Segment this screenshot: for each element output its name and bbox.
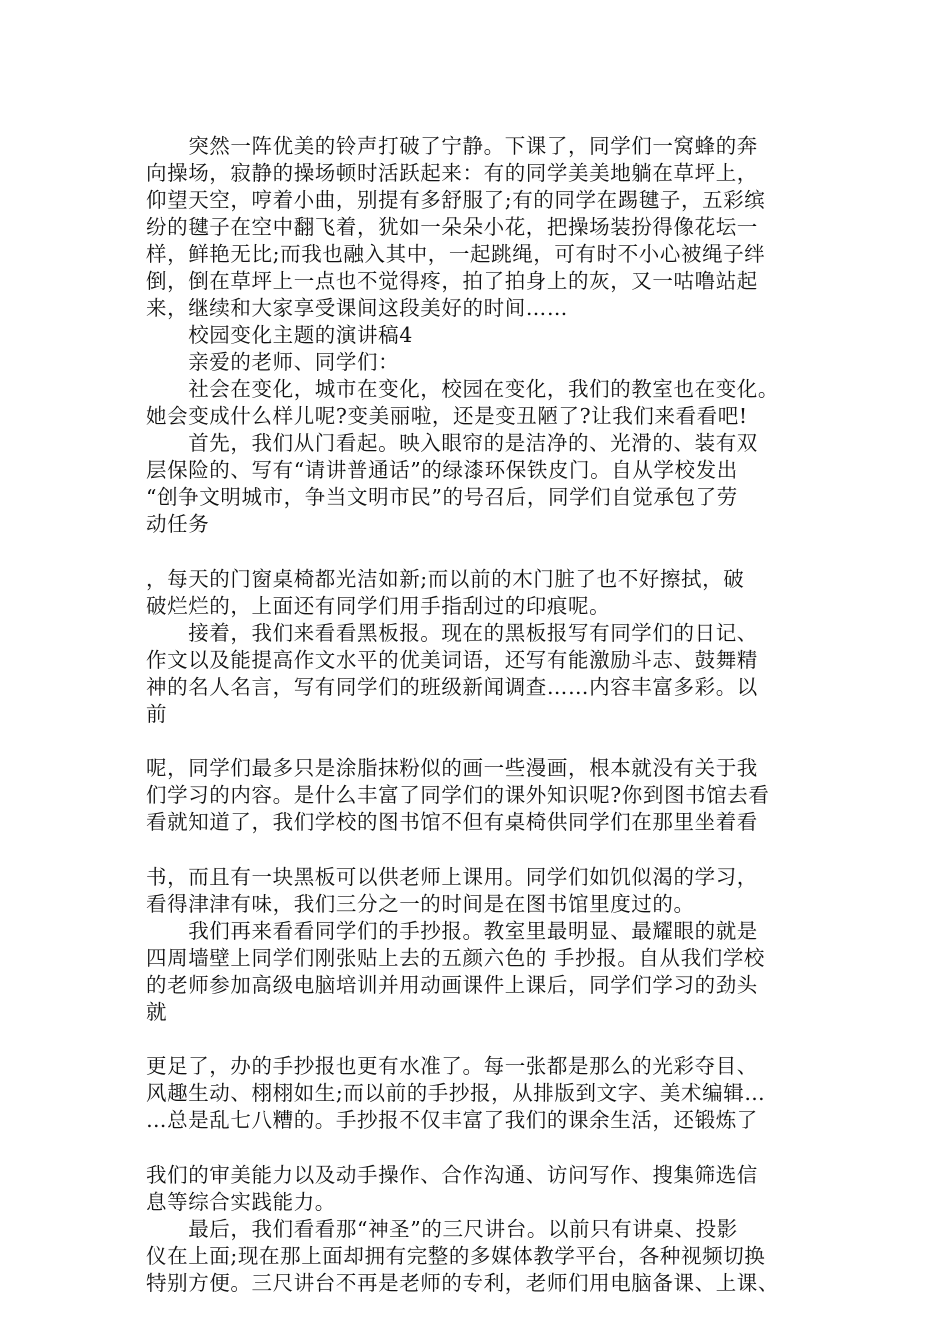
- text-line: ，每天的门窗桌椅都光洁如新;而以前的木门脏了也不好擦拭，破: [146, 567, 745, 591]
- text-line: 息等综合实践能力。: [146, 1190, 336, 1214]
- text-line: 突然一阵优美的铃声打破了宁静。下课了，同学们一窝蜂的奔: [146, 134, 758, 158]
- text-line: 接着，我们来看看黑板报。现在的黑板报写有同学们的日记、: [146, 621, 758, 645]
- text-line: 作文以及能提高作文水平的优美词语，还写有能激励斗志、鼓舞精: [146, 648, 758, 672]
- text-line: 看就知道了，我们学校的图书馆不但有桌椅供同学们在那里坐着看: [146, 810, 758, 834]
- text-line: 向操场，寂静的操场顿时活跃起来：有的同学美美地躺在草坪上，: [146, 161, 758, 185]
- text-line: 风趣生动、栩栩如生;而以前的手抄报，从排版到文字、美术编辑…: [146, 1081, 766, 1105]
- section-heading: 校园变化主题的演讲稿4: [146, 323, 413, 347]
- text-line: 书，而且有一块黑板可以供老师上课用。同学们如饥似渴的学习，: [146, 865, 758, 889]
- text-line: 仪在上面;现在那上面却拥有完整的多媒体教学平台，各种视频切换: [146, 1244, 766, 1268]
- text-line: 首先，我们从门看起。映入眼帘的是洁净的、光滑的、装有双: [146, 431, 758, 455]
- text-line: 仰望天空，哼着小曲，别提有多舒服了;有的同学在踢毽子，五彩缤: [146, 188, 766, 212]
- text-line: 就: [146, 1000, 168, 1024]
- text-line: 纷的毽子在空中翻飞着，犹如一朵朵小花，把操场装扮得像花坛一: [146, 215, 758, 239]
- text-line: 的老师参加高级电脑培训并用动画课件上课后，同学们学习的劲头: [146, 973, 758, 997]
- text-line: …总是乱七八糟的。手抄报不仅丰富了我们的课余生活，还锻炼了: [146, 1108, 758, 1132]
- text-line: 更足了，办的手抄报也更有水准了。每一张都是那么的光彩夺目、: [146, 1054, 758, 1078]
- text-line: 来，继续和大家享受课间这段美好的时间……: [146, 296, 568, 320]
- salutation: 亲爱的老师、同学们：: [146, 350, 400, 374]
- text-line: 倒，倒在草坪上一点也不觉得疼，拍了拍身上的灰，又一咕噜站起: [146, 269, 758, 293]
- text-line: 她会变成什么样儿呢?变美丽啦，还是变丑陋了?让我们来看看吧!: [146, 404, 748, 428]
- text-line: “创争文明城市，争当文明市民”的号召后，同学们自觉承包了劳: [146, 485, 738, 509]
- text-line: 看得津津有味，我们三分之一的时间是在图书馆里度过的。: [146, 892, 695, 916]
- text-line: 呢，同学们最多只是涂脂抹粉似的画一些漫画，根本就没有关于我: [146, 756, 758, 780]
- text-line: 社会在变化，城市在变化，校园在变化，我们的教室也在变化。: [146, 377, 779, 401]
- text-line: 破烂烂的，上面还有同学们用手指刮过的印痕呢。: [146, 594, 611, 618]
- text-line: 我们再来看看同学们的手抄报。教室里最明显、最耀眼的就是: [146, 919, 758, 943]
- text-line: 神的名人名言，写有同学们的班级新闻调查……内容丰富多彩。以: [146, 675, 758, 699]
- text-line: 前: [146, 702, 168, 726]
- text-line: 们学习的内容。是什么丰富了同学们的课外知识呢?你到图书馆去看: [146, 783, 770, 807]
- text-line: 最后，我们看看那“神圣”的三尺讲台。以前只有讲桌、投影: [146, 1217, 738, 1241]
- text-line: 样，鲜艳无比;而我也融入其中，一起跳绳，可有时不小心被绳子绊: [146, 242, 766, 266]
- text-line: 特别方便。三尺讲台不再是老师的专利，老师们用电脑备课、上课、: [146, 1271, 779, 1295]
- text-line: 我们的审美能力以及动手操作、合作沟通、访问写作、搜集筛选信: [146, 1163, 758, 1187]
- text-line: 四周墙壁上同学们刚张贴上去的五颜六色的 手抄报。自从我们学校: [146, 946, 766, 970]
- text-line: 层保险的、写有“请讲普通话”的绿漆环保铁皮门。自从学校发出: [146, 458, 738, 482]
- text-line: 动任务: [146, 512, 210, 536]
